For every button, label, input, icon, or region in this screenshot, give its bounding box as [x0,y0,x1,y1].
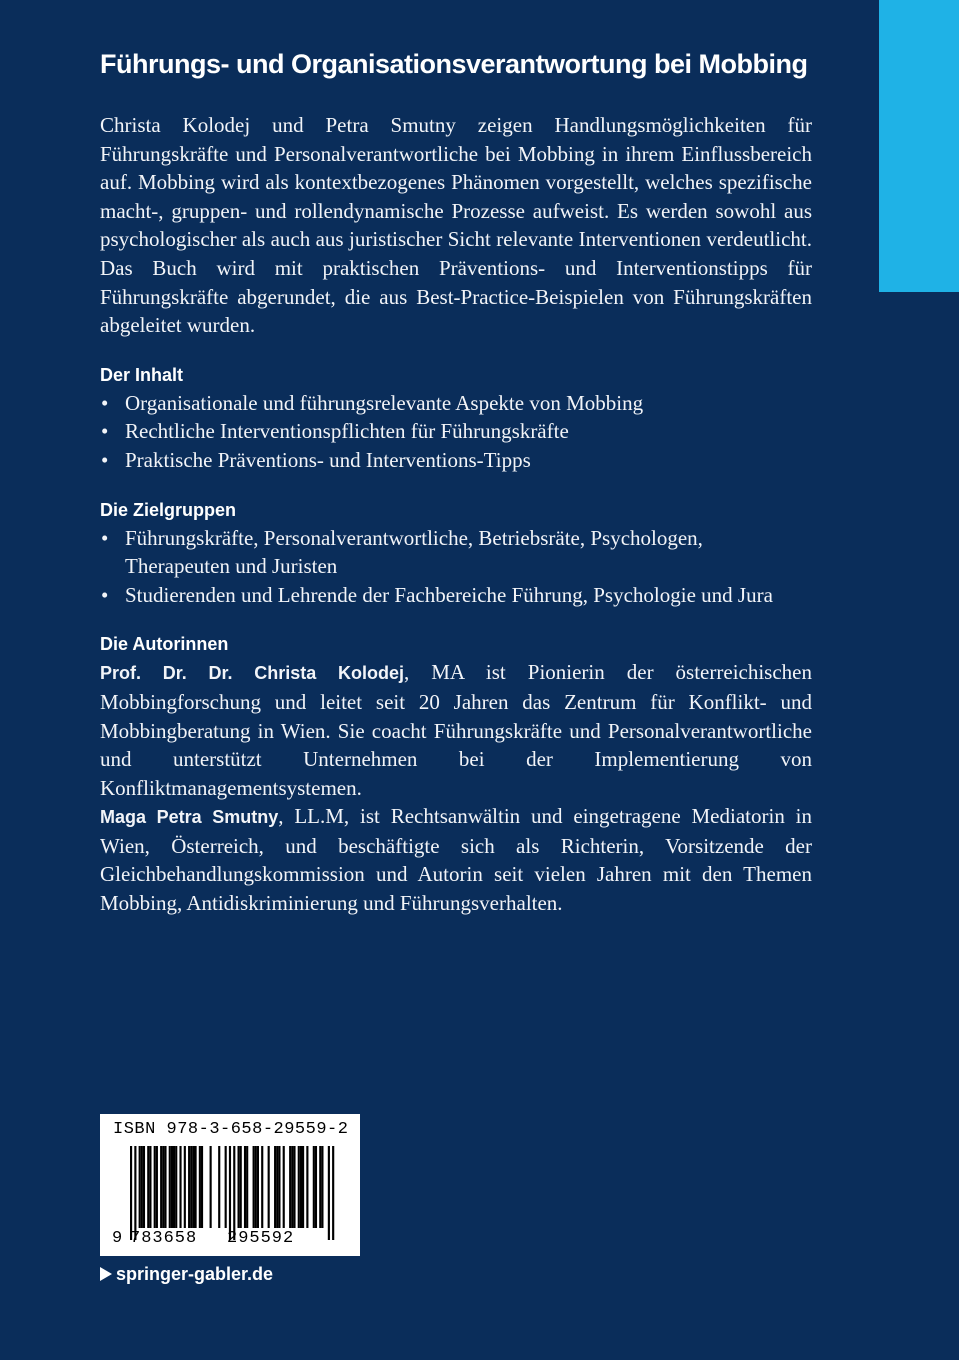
barcode-bar [171,1146,173,1228]
barcode-bar [164,1146,166,1228]
barcode-bar [195,1146,197,1228]
barcode-bar [244,1146,246,1228]
barcode-bar [298,1146,300,1228]
authors-heading: Die Autorinnen [100,634,229,655]
ean-digit-first: 9 [112,1229,123,1248]
barcode-bar [313,1146,315,1228]
barcode-bar [233,1146,235,1240]
barcode-bar [278,1146,280,1228]
barcode-bar [240,1146,242,1228]
isbn-barcode [100,1114,360,1256]
barcode-bar [143,1146,145,1228]
barcode-bar [300,1146,302,1228]
barcode-bar [315,1146,317,1228]
barcode-bar [306,1146,308,1228]
list-item: • Führungskräfte, Personalverantwortliche, Betriebsräte, Psychologen, Therapeuten und Juristen [100,524,812,581]
barcode-bar [190,1146,192,1228]
barcode-bar [169,1146,171,1228]
barcode-bar [141,1146,143,1228]
ean-digits-right: 295592 [227,1229,295,1248]
barcode-bar [289,1146,291,1228]
isbn-label: ISBN 978-3-658-29559-2 [113,1120,349,1139]
barcode-bar [184,1146,186,1228]
barcode-bar [291,1146,293,1228]
author-2-text: , LL.M, ist Rechtsanwältin und eingetragene Mediatorin in Wien, Österreich, und beschäftigte sich als Richterin, Vorsitzende der Gleichbehandlungskommission und Autorin seit vielen Jahren mit den Themen Mobbing, Antidiskriminierung und Führungsverhalten. [100,804,813,916]
barcode-bar [274,1146,276,1228]
barcode-bar [283,1146,285,1228]
list-item: • Praktische Präventions- und Interventions-Tipps [100,446,812,475]
content-section [100,361,812,475]
barcode-bar [201,1146,203,1228]
barcode-bar [130,1146,132,1240]
barcode-bar [147,1146,149,1228]
barcode-bar [229,1146,231,1240]
barcode-bar [192,1146,194,1228]
author-1-bio [100,658,812,802]
barcode-bar [210,1146,212,1228]
barcode-bar [268,1146,270,1228]
barcode-bar [328,1146,330,1240]
barcode-bar [253,1146,255,1228]
barcode-bar [321,1146,323,1228]
barcode-bar [175,1146,177,1228]
barcode-bar [134,1146,136,1240]
list-item: • Studierenden und Lehrende der Fachbereiche Führung, Psychologie und Jura [100,581,812,610]
author-2-name: Maga Petra Smutny [100,807,279,828]
barcode-bar [225,1146,227,1228]
barcode-bar [218,1146,220,1228]
barcode-bar [293,1146,295,1228]
barcode-bar [332,1146,334,1240]
barcode-bar [276,1146,278,1228]
author-2-bio [100,802,812,917]
accent-bar [879,0,959,292]
barcode-bar [162,1146,164,1228]
back-cover-content [100,42,812,918]
barcode-bar [261,1146,263,1228]
authors-section [100,630,812,917]
barcode-bar [156,1146,158,1228]
author-1-name: Prof. Dr. Dr. Christa Kolodej [100,663,405,684]
barcode-bar [188,1146,190,1228]
barcode-bar [173,1146,175,1228]
barcode-bar [246,1146,248,1228]
barcode-bar [139,1146,141,1228]
barcode-bar [149,1146,151,1228]
author-1-text: , MA ist Pionierin der österreichischen Mobbingforschung und leitet seit 20 Jahren das Zentrum für Konflikt- und Mobbingberatung in Wien. Sie coacht Führungskräfte und Personalverantwortliche und unterstützt Unternehmen bei der Implementierung von Konfliktmanagementsystemen. [100,660,812,800]
barcode-bar [199,1146,201,1228]
book-title: Führungs- und Organisationsverantwortung bei Mobbing [100,49,808,79]
arrow-right-icon [100,1267,112,1281]
barcode-bar [160,1146,162,1228]
audience-list [100,524,812,610]
content-heading: Der Inhalt [100,364,184,385]
barcode-bar [154,1146,156,1228]
ean-digits-left: 783658 [130,1229,198,1248]
publisher-website[interactable] [100,1262,273,1286]
barcode-bar [257,1146,259,1228]
intro-paragraph: Christa Kolodej und Petra Smutny zeigen Handlungsmöglichkeiten für Führungskräfte und Personalverantwortliche bei Mobbing in ihrem Einflussbereich auf. Mobbing wird als kontextbezogenes Phänomen vorgestellt, welches spezifische macht-, gruppen- und rollendynamische Prozesse aufweist. Es werden sowohl aus psychologischer als auch aus juristischer Sicht relevante Interventionen verdeutlicht. Das Buch wird mit praktischen Präventions- und Interventionstipps für Führungskräfte abgerundet, die aus Best-Practice-Beispielen von Führungskräften abgeleitet wurden. [100,113,812,338]
barcode-bar [319,1146,321,1228]
barcode-bar [238,1146,240,1228]
barcode-bar [255,1146,257,1228]
barcode-bar [179,1146,181,1228]
content-list [100,389,812,475]
list-item: • Organisationale und führungsrelevante Aspekte von Mobbing [100,389,812,418]
audience-section [100,496,812,610]
audience-heading: Die Zielgruppen [100,499,237,520]
list-item: • Rechtliche Interventionspflichten für Führungskräfte [100,417,812,446]
barcode-bar [302,1146,304,1228]
website-label: springer-gabler.de [116,1264,274,1284]
